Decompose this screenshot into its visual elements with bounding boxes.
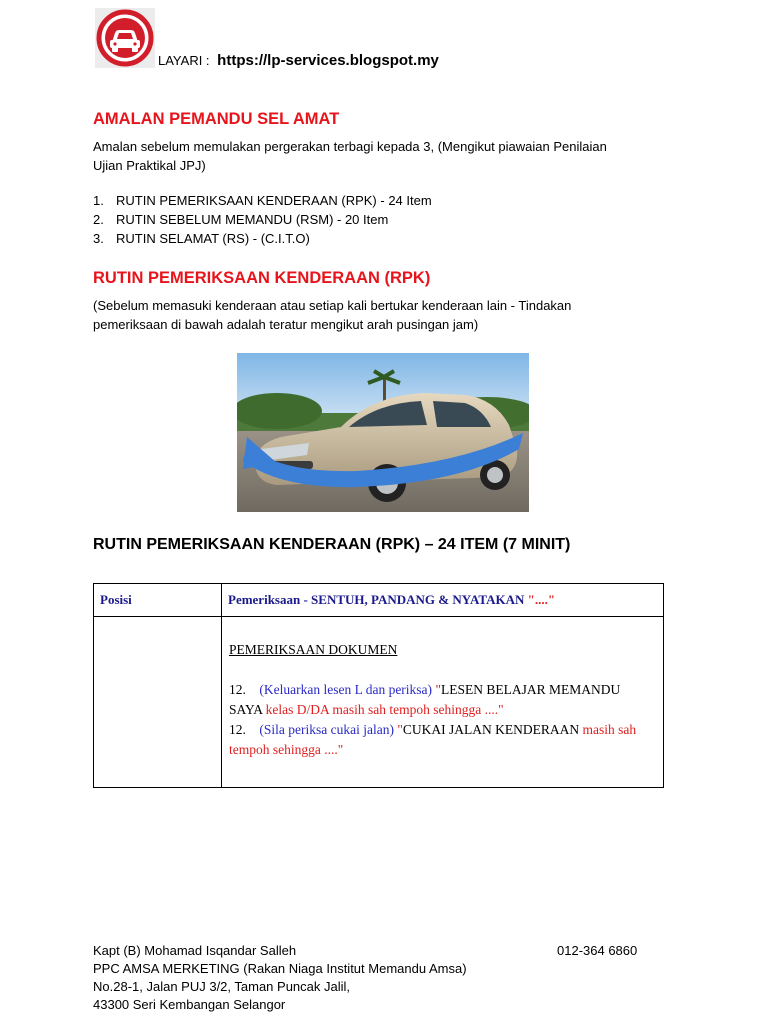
pemeriksaan-label: Pemeriksaan - SENTUH, PANDANG & NYATAKAN <box>228 592 528 607</box>
rpk-note-line-2: pemeriksaan di bawah adalah teratur mengikut arah pusingan jam) <box>93 317 479 332</box>
pemeriksaan-quote: "...." <box>527 592 556 607</box>
layari-line <box>158 52 439 69</box>
footer-address-1: No.28-1, Jalan PUJ 3/2, Taman Puncak Jalil, <box>93 979 351 994</box>
item-statement: LESEN BELAJAR MEMANDU SAYA <box>229 682 621 717</box>
item-quote: " <box>393 722 403 737</box>
footer-phone: 012-364 6860 <box>557 943 638 958</box>
list-item <box>93 210 432 229</box>
table-row <box>94 617 664 788</box>
intro-line-2: Ujian Praktikal JPJ) <box>93 158 206 173</box>
col-posisi-header <box>94 584 222 617</box>
list-number: 2. <box>93 212 104 227</box>
item-statement-red: kelas D/DA masih sah tempoh sehingga ...." <box>262 702 504 717</box>
item-quote: " <box>432 682 441 697</box>
list-item <box>93 229 432 248</box>
item-action: (Sila periksa cukai jalan) <box>259 722 394 737</box>
item-action: (Keluarkan lesen L dan periksa) <box>259 682 433 697</box>
lesen-check-item <box>229 680 656 720</box>
list-text: RUTIN SEBELUM MEMANDU (RSM) - 20 Item <box>116 212 389 227</box>
rpk-note <box>93 296 693 334</box>
inspection-table <box>93 583 664 788</box>
doc-check-title: PEMERIKSAAN DOKUMEN <box>229 642 398 657</box>
rpk-note-line-1: (Sebelum memasuki kenderaan atau setiap kali bertukar kenderaan lain - Tindakan <box>93 298 572 313</box>
table-header-row <box>94 584 664 617</box>
footer-name: Kapt (B) Mohamad Isqandar Salleh <box>93 943 297 958</box>
item-statement-red: masih sah tempoh sehingga ...." <box>229 722 637 757</box>
intro-line-1: Amalan sebelum memulakan pergerakan terbagi kepada 3, (Mengikut piawaian Penilaian <box>93 139 607 154</box>
list-number: 3. <box>93 231 104 246</box>
item-number: 12. <box>229 722 246 737</box>
section-title-24-item: RUTIN PEMERIKSAAN KENDERAAN (RPK) – 24 ITEM (7 MINIT) <box>93 536 571 553</box>
intro-paragraph <box>93 137 693 175</box>
list-text: RUTIN SELAMAT (RS) - (C.I.T.O) <box>116 231 310 246</box>
layari-label: LAYARI : <box>158 53 210 68</box>
cukai-check-item <box>229 720 656 760</box>
routine-list <box>93 191 432 248</box>
list-number: 1. <box>93 193 104 208</box>
item-statement: CUKAI JALAN KENDERAAN <box>402 722 580 737</box>
pemeriksaan-cell <box>222 617 664 788</box>
posisi-cell <box>94 617 222 788</box>
item-number: 12. <box>229 682 246 697</box>
footer-company: PPC AMSA MERKETING (Rakan Niaga Institut Memandu Amsa) <box>93 961 467 976</box>
section-title-amalan: AMALAN PEMANDU SEL AMAT <box>93 110 340 128</box>
car-photo <box>237 353 529 512</box>
list-item <box>93 191 432 210</box>
list-text: RUTIN PEMERIKSAAN KENDERAAN (RPK) - 24 Item <box>116 193 432 208</box>
car-sign-icon <box>95 8 155 68</box>
blog-url-link[interactable]: https://lp-services.blogspot.my <box>217 52 439 69</box>
posisi-label: Posisi <box>100 592 132 607</box>
section-title-rpk: RUTIN PEMERIKSAAN KENDERAAN (RPK) <box>93 269 431 287</box>
footer-address-2: 43300 Seri Kembangan Selangor <box>93 997 286 1012</box>
col-pemeriksaan-header <box>222 584 664 617</box>
